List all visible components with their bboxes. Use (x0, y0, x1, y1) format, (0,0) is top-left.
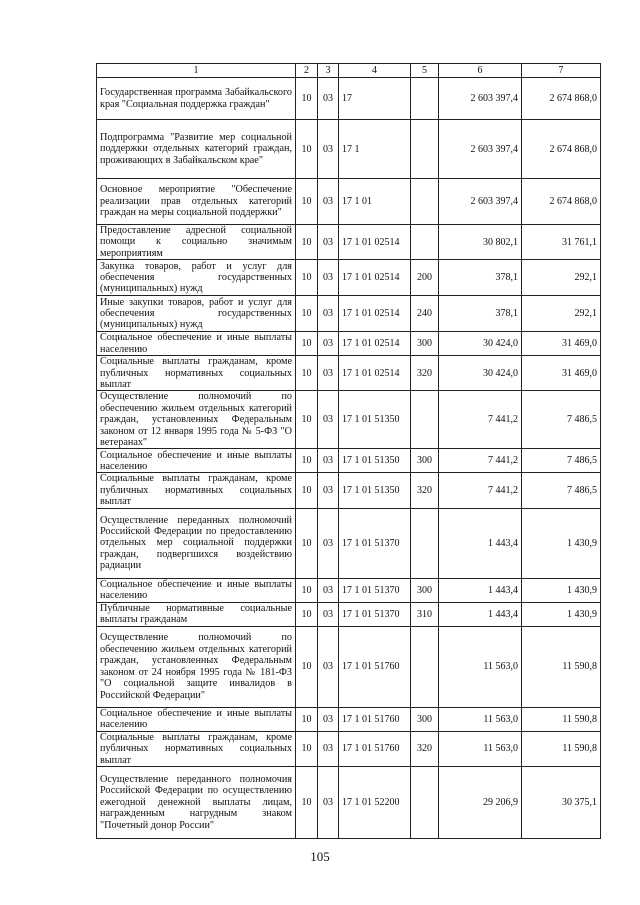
table-row (97, 449, 601, 473)
row-amount-year2-cell: 1 430,9 (522, 508, 601, 578)
row-target-article-cell: 17 1 01 51350 (339, 391, 411, 449)
row-expense-type-cell (411, 78, 439, 120)
row-expense-type-cell: 320 (411, 356, 439, 391)
row-expense-type-cell: 320 (411, 731, 439, 766)
row-subsection-cell: 03 (318, 602, 339, 626)
row-target-article-cell: 17 1 01 51760 (339, 626, 411, 707)
row-section-cell: 10 (296, 473, 318, 508)
row-section-cell: 10 (296, 707, 318, 731)
table-row (97, 78, 601, 120)
row-section-cell: 10 (296, 449, 318, 473)
table-row (97, 120, 601, 179)
budget-table (96, 63, 601, 839)
row-subsection-cell: 03 (318, 356, 339, 391)
row-subsection-cell: 03 (318, 707, 339, 731)
row-target-article-cell: 17 1 01 52200 (339, 766, 411, 838)
table-row (97, 296, 601, 332)
row-target-article-cell: 17 1 01 02514 (339, 260, 411, 296)
row-amount-year2-cell: 11 590,8 (522, 626, 601, 707)
row-amount-year2-cell: 292,1 (522, 260, 601, 296)
row-amount-year1-cell: 7 441,2 (439, 473, 522, 508)
row-amount-year2-cell: 11 590,8 (522, 731, 601, 766)
table-row (97, 707, 601, 731)
row-amount-year1-cell: 2 603 397,4 (439, 78, 522, 120)
row-amount-year2-cell: 11 590,8 (522, 707, 601, 731)
row-section-cell: 10 (296, 332, 318, 356)
row-section-cell: 10 (296, 391, 318, 449)
table-header-row (97, 64, 601, 78)
row-subsection-cell: 03 (318, 508, 339, 578)
row-amount-year2-cell: 31 761,1 (522, 225, 601, 260)
row-expense-type-cell: 300 (411, 449, 439, 473)
row-amount-year1-cell: 7 441,2 (439, 449, 522, 473)
row-target-article-cell: 17 (339, 78, 411, 120)
row-amount-year2-cell: 2 674 868,0 (522, 78, 601, 120)
row-amount-year1-cell: 30 424,0 (439, 356, 522, 391)
row-subsection-cell: 03 (318, 391, 339, 449)
table-row (97, 179, 601, 225)
table-row (97, 578, 601, 602)
row-section-cell: 10 (296, 602, 318, 626)
row-amount-year2-cell: 1 430,9 (522, 578, 601, 602)
table-row (97, 731, 601, 766)
row-name-cell: Социальное обеспечение и иные выплаты населению (97, 332, 296, 356)
row-subsection-cell: 03 (318, 78, 339, 120)
page-number: 105 (310, 849, 330, 864)
row-target-article-cell: 17 1 01 51370 (339, 508, 411, 578)
header-cell-4: 4 (339, 64, 411, 78)
row-subsection-cell: 03 (318, 120, 339, 179)
row-name-cell: Социальные выплаты гражданам, кроме публичных нормативных социальных выплат (97, 731, 296, 766)
row-expense-type-cell (411, 766, 439, 838)
row-amount-year1-cell: 2 603 397,4 (439, 179, 522, 225)
row-amount-year2-cell: 2 674 868,0 (522, 120, 601, 179)
row-section-cell: 10 (296, 78, 318, 120)
row-amount-year1-cell: 378,1 (439, 260, 522, 296)
row-name-cell: Иные закупки товаров, работ и услуг для обеспечения государственных (муниципальных) нужд (97, 296, 296, 332)
table-row (97, 332, 601, 356)
header-cell-6: 6 (439, 64, 522, 78)
row-amount-year1-cell: 378,1 (439, 296, 522, 332)
table-row (97, 260, 601, 296)
row-section-cell: 10 (296, 179, 318, 225)
row-amount-year1-cell: 1 443,4 (439, 602, 522, 626)
row-name-cell: Социальные выплаты гражданам, кроме публичных нормативных социальных выплат (97, 473, 296, 508)
row-expense-type-cell (411, 120, 439, 179)
row-amount-year2-cell: 2 674 868,0 (522, 179, 601, 225)
row-subsection-cell: 03 (318, 626, 339, 707)
row-target-article-cell: 17 1 (339, 120, 411, 179)
row-target-article-cell: 17 1 01 51370 (339, 578, 411, 602)
row-subsection-cell: 03 (318, 473, 339, 508)
row-expense-type-cell: 310 (411, 602, 439, 626)
header-cell-2: 2 (296, 64, 318, 78)
row-section-cell: 10 (296, 356, 318, 391)
row-name-cell: Социальные выплаты гражданам, кроме публичных нормативных социальных выплат (97, 356, 296, 391)
table-row (97, 508, 601, 578)
row-expense-type-cell (411, 508, 439, 578)
row-name-cell: Государственная программа Забайкальского края "Социальная поддержка граждан" (97, 78, 296, 120)
row-amount-year1-cell: 30 424,0 (439, 332, 522, 356)
row-name-cell: Публичные нормативные социальные выплаты гражданам (97, 602, 296, 626)
row-subsection-cell: 03 (318, 296, 339, 332)
row-amount-year1-cell: 30 802,1 (439, 225, 522, 260)
row-subsection-cell: 03 (318, 449, 339, 473)
table-row (97, 626, 601, 707)
row-subsection-cell: 03 (318, 766, 339, 838)
row-name-cell: Социальное обеспечение и иные выплаты населению (97, 449, 296, 473)
row-amount-year1-cell: 11 563,0 (439, 626, 522, 707)
row-amount-year2-cell: 31 469,0 (522, 356, 601, 391)
row-section-cell: 10 (296, 766, 318, 838)
row-target-article-cell: 17 1 01 51350 (339, 473, 411, 508)
row-expense-type-cell: 300 (411, 332, 439, 356)
row-amount-year1-cell: 29 206,9 (439, 766, 522, 838)
row-amount-year2-cell: 7 486,5 (522, 391, 601, 449)
row-target-article-cell: 17 1 01 51760 (339, 707, 411, 731)
row-amount-year2-cell: 292,1 (522, 296, 601, 332)
row-target-article-cell: 17 1 01 51760 (339, 731, 411, 766)
row-name-cell: Осуществление переданных полномочий Российской Федерации по предоставлению отдельных мер социальной поддержки граждан, подвергшихся воздействию радиации (97, 508, 296, 578)
table-row (97, 225, 601, 260)
row-expense-type-cell: 200 (411, 260, 439, 296)
row-section-cell: 10 (296, 731, 318, 766)
row-amount-year2-cell: 1 430,9 (522, 602, 601, 626)
row-name-cell: Осуществление полномочий по обеспечению жильем отдельных категорий граждан, установленных Федеральным законом от 24 ноября 1995 года № 181-ФЗ "О социальной защите инвалидов в Российской Федерации" (97, 626, 296, 707)
row-name-cell: Подпрограмма "Развитие мер социальной поддержки отдельных категорий граждан, проживающих в Забайкальском крае" (97, 120, 296, 179)
row-subsection-cell: 03 (318, 260, 339, 296)
row-subsection-cell: 03 (318, 731, 339, 766)
row-target-article-cell: 17 1 01 02514 (339, 225, 411, 260)
row-section-cell: 10 (296, 120, 318, 179)
row-amount-year1-cell: 7 441,2 (439, 391, 522, 449)
row-amount-year1-cell: 1 443,4 (439, 508, 522, 578)
table-row (97, 602, 601, 626)
header-cell-1: 1 (97, 64, 296, 78)
table-row (97, 356, 601, 391)
row-expense-type-cell: 300 (411, 707, 439, 731)
row-expense-type-cell (411, 626, 439, 707)
row-amount-year2-cell: 31 469,0 (522, 332, 601, 356)
row-name-cell: Закупка товаров, работ и услуг для обеспечения государственных (муниципальных) нужд (97, 260, 296, 296)
row-section-cell: 10 (296, 296, 318, 332)
header-cell-7: 7 (522, 64, 601, 78)
row-amount-year1-cell: 1 443,4 (439, 578, 522, 602)
budget-table-body (97, 64, 601, 839)
row-target-article-cell: 17 1 01 02514 (339, 332, 411, 356)
row-subsection-cell: 03 (318, 332, 339, 356)
row-expense-type-cell (411, 179, 439, 225)
row-amount-year1-cell: 11 563,0 (439, 707, 522, 731)
row-subsection-cell: 03 (318, 225, 339, 260)
row-subsection-cell: 03 (318, 179, 339, 225)
table-row (97, 473, 601, 508)
row-amount-year1-cell: 2 603 397,4 (439, 120, 522, 179)
row-amount-year2-cell: 7 486,5 (522, 473, 601, 508)
row-name-cell: Социальное обеспечение и иные выплаты населению (97, 578, 296, 602)
row-section-cell: 10 (296, 578, 318, 602)
header-cell-5: 5 (411, 64, 439, 78)
row-name-cell: Осуществление переданного полномочия Российской Федерации по осуществлению ежегодной денежной выплаты лицам, награжденным нагрудным знаком "Почетный донор России" (97, 766, 296, 838)
row-expense-type-cell: 240 (411, 296, 439, 332)
row-target-article-cell: 17 1 01 51350 (339, 449, 411, 473)
header-cell-3: 3 (318, 64, 339, 78)
row-amount-year2-cell: 30 375,1 (522, 766, 601, 838)
row-section-cell: 10 (296, 225, 318, 260)
row-target-article-cell: 17 1 01 (339, 179, 411, 225)
row-expense-type-cell: 300 (411, 578, 439, 602)
table-row (97, 391, 601, 449)
row-name-cell: Осуществление полномочий по обеспечению жильем отдельных категорий граждан, установленных Федеральным законом от 12 января 1995 года № 5-ФЗ "О ветеранах" (97, 391, 296, 449)
row-section-cell: 10 (296, 626, 318, 707)
row-amount-year1-cell: 11 563,0 (439, 731, 522, 766)
row-expense-type-cell (411, 225, 439, 260)
row-expense-type-cell (411, 391, 439, 449)
row-name-cell: Предоставление адресной социальной помощи к социально значимым мероприятиям (97, 225, 296, 260)
row-name-cell: Основное мероприятие "Обеспечение реализации прав отдельных категорий граждан на меры социальной поддержки" (97, 179, 296, 225)
row-target-article-cell: 17 1 01 51370 (339, 602, 411, 626)
table-row (97, 766, 601, 838)
row-target-article-cell: 17 1 01 02514 (339, 296, 411, 332)
row-target-article-cell: 17 1 01 02514 (339, 356, 411, 391)
row-amount-year2-cell: 7 486,5 (522, 449, 601, 473)
row-expense-type-cell: 320 (411, 473, 439, 508)
row-section-cell: 10 (296, 260, 318, 296)
row-name-cell: Социальное обеспечение и иные выплаты населению (97, 707, 296, 731)
row-subsection-cell: 03 (318, 578, 339, 602)
row-section-cell: 10 (296, 508, 318, 578)
